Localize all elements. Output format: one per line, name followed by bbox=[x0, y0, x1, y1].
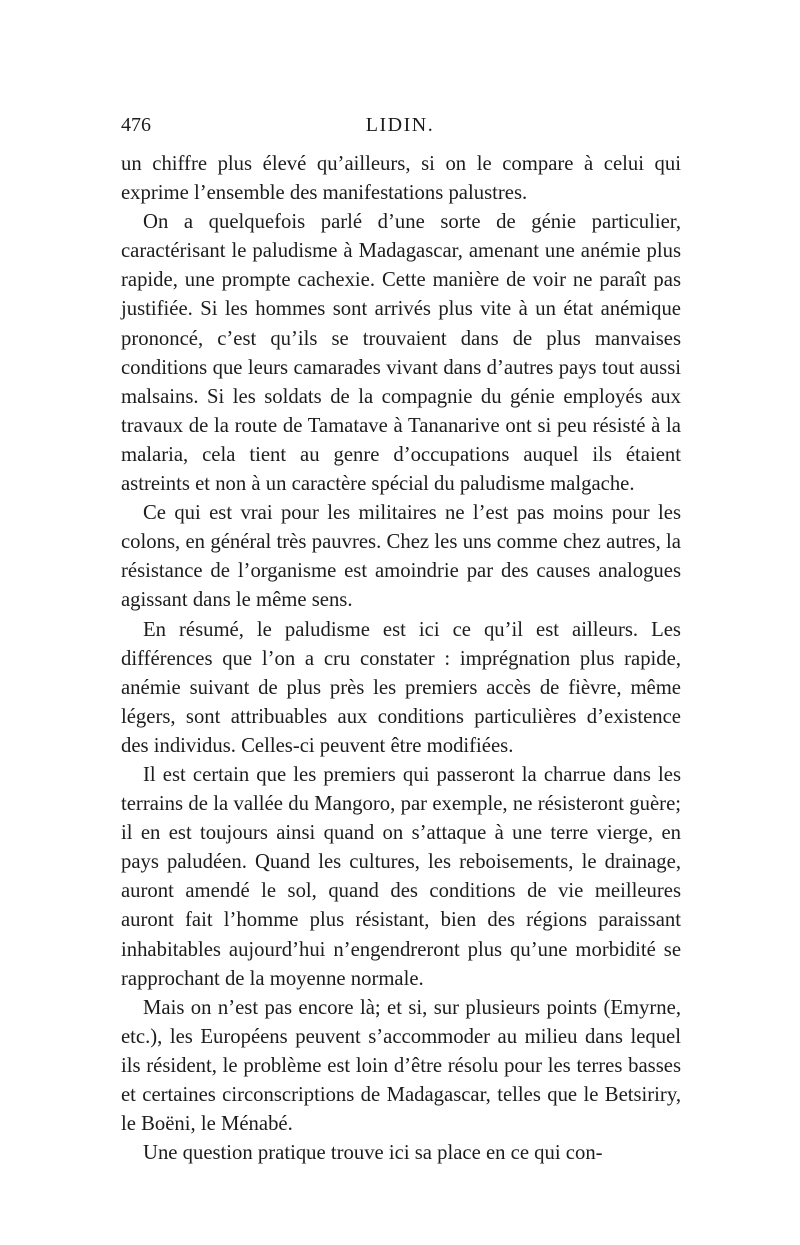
paragraph: Mais on n’est pas encore là; et si, sur plusieurs points (Emyrne, etc.), les Européens peuvent s’accommoder au milieu dans lequel ils résident, le problème est loin d’être résolu pour les terres basses et certaines circonscriptions de Madagascar, telles que le Betsiriry, le Boëni, le Ménabé. bbox=[121, 996, 681, 1136]
paragraph: On a quelquefois parlé d’une sorte de génie particulier, caractérisant le paludisme à Madagascar, amenant une anémie plus rapide, une prompte cachexie. Cette manière de voir ne paraît pas justifiée. Si les hommes sont arrivés plus vite à un état anémique prononcé, c’est qu’ils se trouvaient dans de plus manvaises conditions que leurs camarades vivant dans d’autres pays tout aussi malsains. Si les soldats de la compagnie du génie employés aux travaux de la route de Tamatave à Tananarive ont si peu résisté à la malaria, cela tient au genre d’occupations auquel ils étaient astreints et non à un caractère spécial du paludisme malgache. bbox=[121, 211, 681, 496]
paragraph: Ce qui est vrai pour les militaires ne l’est pas moins pour les colons, en général très pauvres. Chez les uns comme chez autres, la résistance de l’organisme est amoindrie par des causes analogues agissant dans le même sens. bbox=[121, 502, 681, 612]
paragraph: Une question pratique trouve ici sa place en ce qui con- bbox=[143, 1142, 603, 1165]
page-header bbox=[121, 114, 679, 138]
paragraph: un chiffre plus élevé qu’ailleurs, si on le compare à celui qui exprime l’ensemble des manifestations palustres. bbox=[121, 153, 681, 205]
body-text bbox=[121, 150, 681, 1168]
paragraph: Il est certain que les premiers qui passeront la charrue dans les terrains de la vallée du Mangoro, par exemple, ne résisteront guère; il en est toujours ainsi quand on s’attaque à une terre vierge, en pays paludéen. Quand les cultures, les reboisements, le drainage, auront amendé le sol, quand des conditions de vie meilleures auront fait l’homme plus résistant, bien des régions paraissant inhabitables aujourd’hui n’engendreront plus qu’une morbidité se rapprochant de la moyenne normale. bbox=[121, 763, 681, 990]
page-number: 476 bbox=[121, 114, 151, 136]
paragraph: En résumé, le paludisme est ici ce qu’il est ailleurs. Les différences que l’on a cru constater : imprégnation plus rapide, anémie suivant de plus près les premiers accès de fièvre, même légers, sont attribuables aux conditions particulières d’existence des individus. Celles-ci peuvent être modifiées. bbox=[121, 618, 681, 757]
running-head: LIDIN. bbox=[365, 114, 435, 136]
